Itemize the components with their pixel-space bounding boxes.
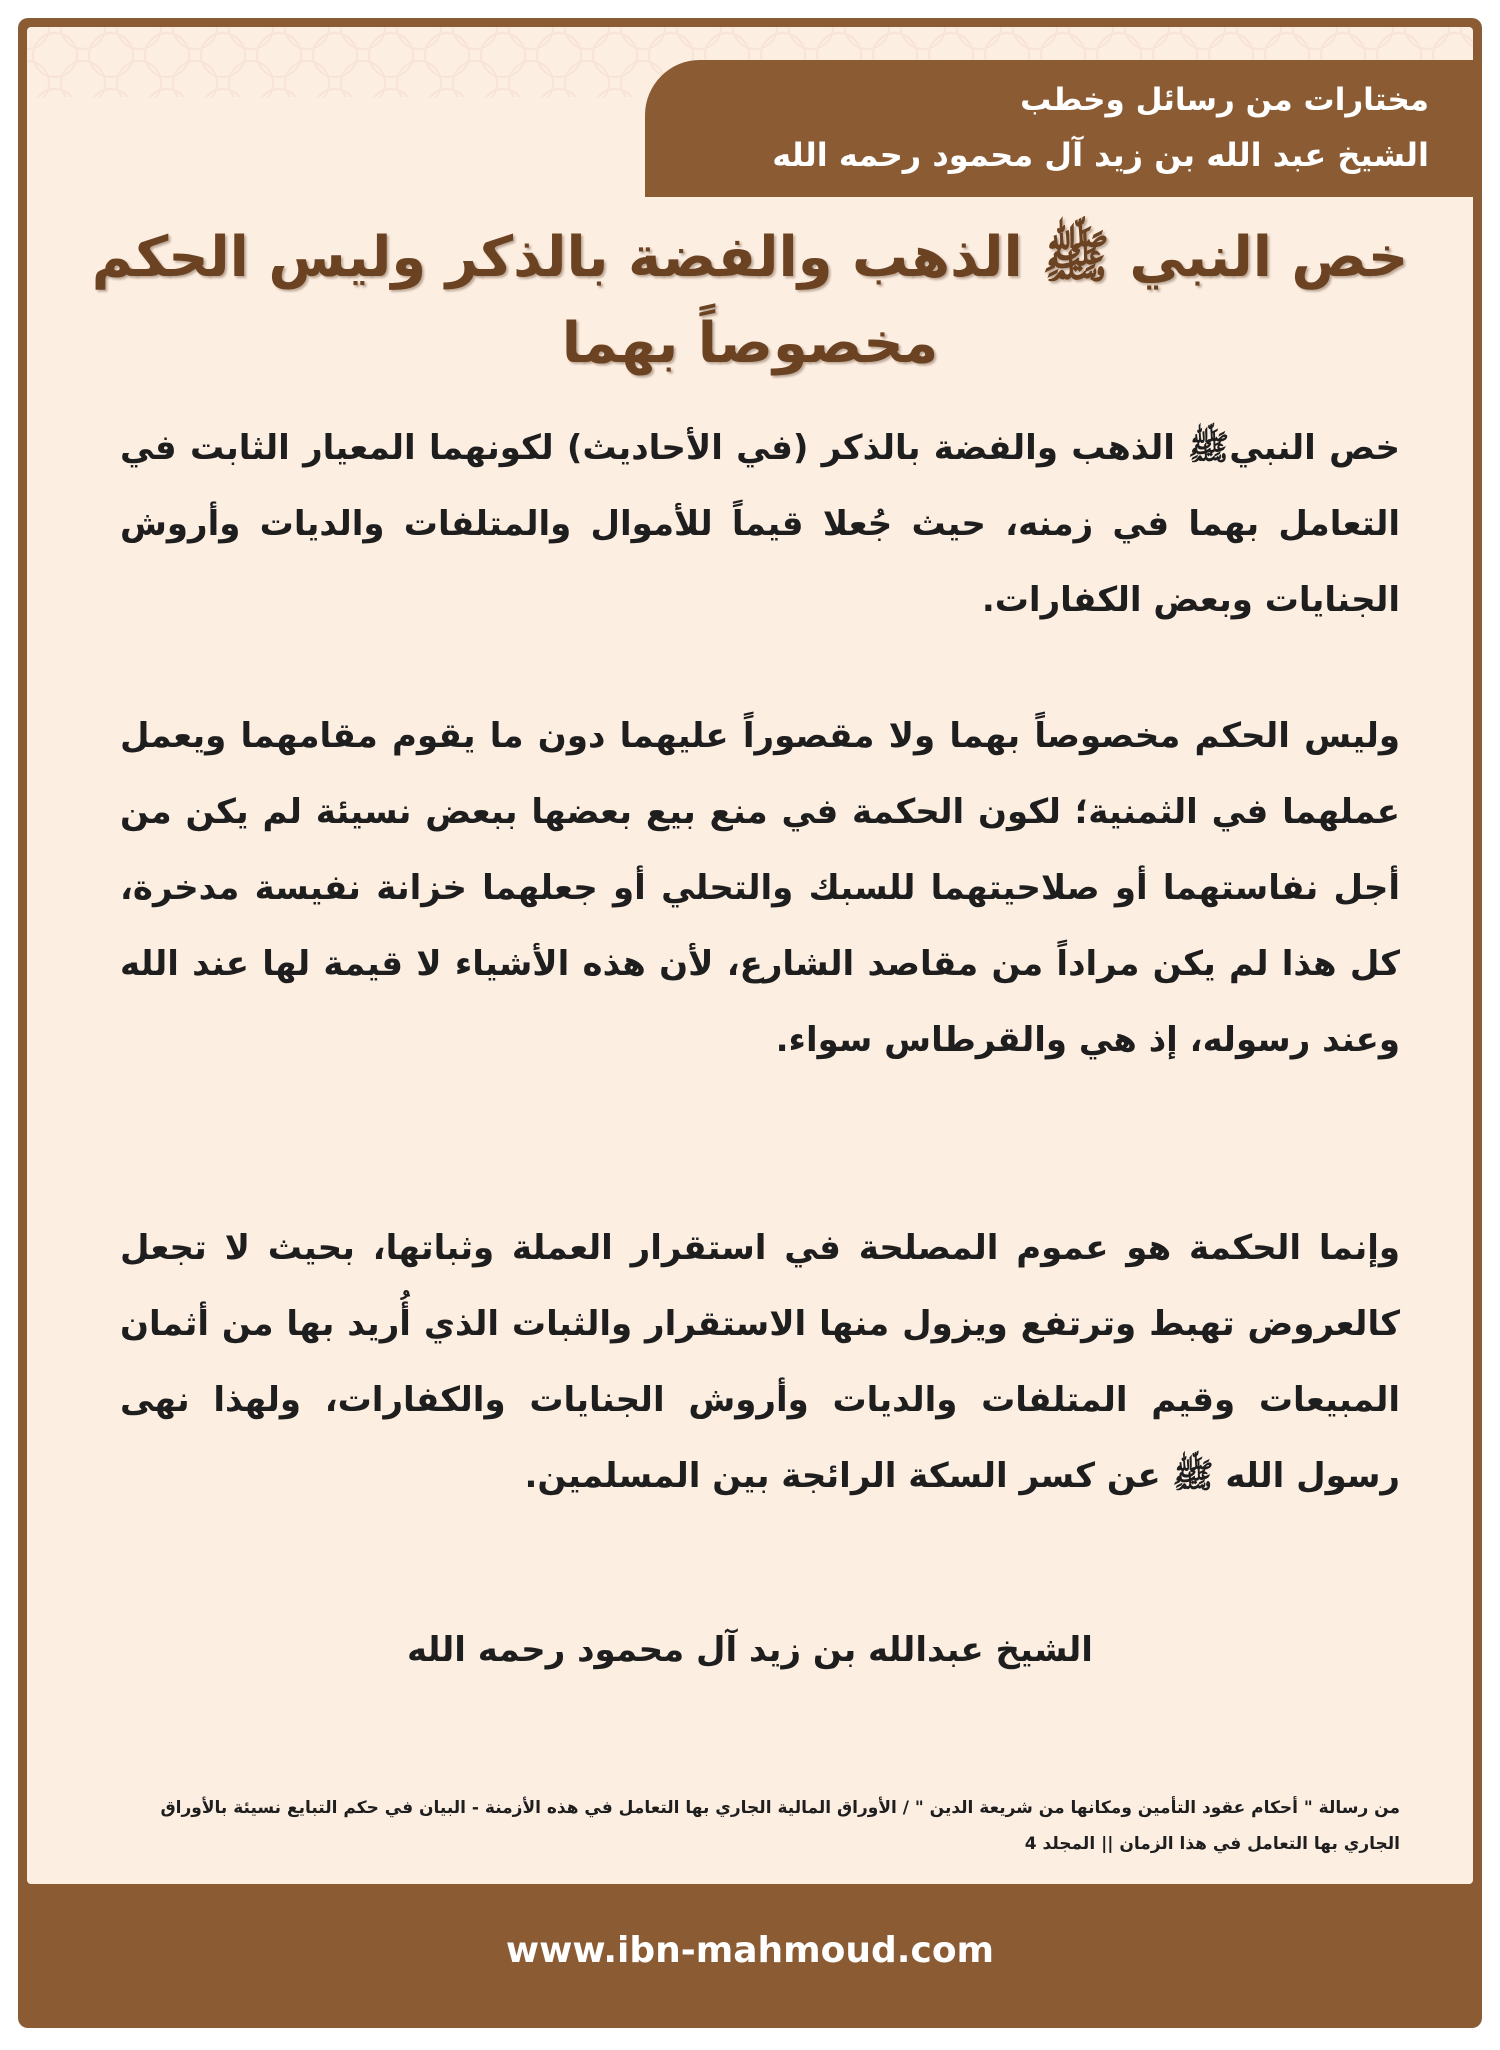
source-citation: من رسالة " أحكام عقود التأمين ومكانها من شريعة الدين " / الأوراق المالية الجاري بها التعامل في هذه الأزمنة - البيان في حكم التبايع نسيئة بالأوراق الجاري بها التعامل في هذا الزمان || المجلد 4: [160, 1798, 1400, 1854]
series-title: مختارات من رسائل وخطب: [1020, 82, 1429, 118]
paragraph-1: خص النبيﷺ الذهب والفضة بالذكر (في الأحاديث) لكونهما المعيار الثابت في التعامل بهما في زمنه، حيث جُعلا قيماً للأموال والمتلفات والديات وأروش الجنايات وبعض الكفارات.: [120, 428, 1400, 620]
header-banner: [645, 60, 1473, 197]
author-signature: الشيخ عبدالله بن زيد آل محمود رحمه الله: [407, 1630, 1093, 1670]
website-link[interactable]: www.ibn-mahmoud.com: [505, 1930, 995, 1971]
article-title: خص النبي ﷺ الذهب والفضة بالذكر وليس الحكم مخصوصاً بهما: [91, 225, 1409, 376]
paragraph-3: وإنما الحكمة هو عموم المصلحة في استقرار العملة وثباتها، بحيث لا تجعل كالعروض تهبط وترتفع ويزول منها الاستقرار والثبات الذي أُريد بها من أثمان المبيعات وقيم المتلفات والديات وأروش الجنايات والكفارات، ولهذا نهى رسول الله ﷺ عن كسر السكة الرائجة بين المسلمين.: [120, 1228, 1400, 1496]
author-name: الشيخ عبد الله بن زيد آل محمود رحمه الله: [772, 136, 1429, 174]
paragraph-2: وليس الحكم مخصوصاً بهما ولا مقصوراً عليهما دون ما يقوم مقامهما ويعمل عملهما في الثمنية؛ لكون الحكمة في منع بيع بعضها ببعض نسيئة لم يكن من أجل نفاستهما أو صلاحيتهما للسبك والتحلي أو جعلهما خزانة نفيسة مدخرة، كل هذا لم يكن مراداً من مقاصد الشارع، لأن هذه الأشياء لا قيمة لها عند الله وعند رسوله، إذ هي والقرطاس سواء.: [120, 716, 1400, 1060]
